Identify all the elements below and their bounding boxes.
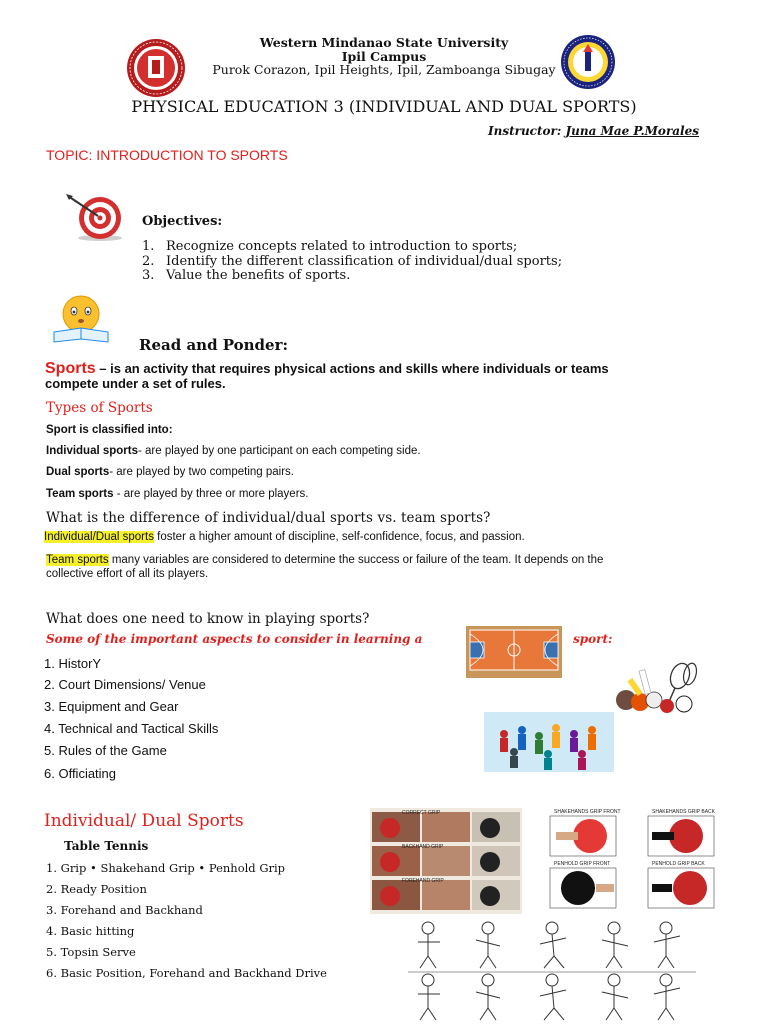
instructor-line xyxy=(488,124,699,138)
instructor-name: Juna Mae P.Morales xyxy=(565,124,699,138)
individual-dual-heading: Individual/ Dual Sports xyxy=(44,811,244,831)
sports-equipment-image xyxy=(612,660,698,716)
aspect-item: 5. Rules of the Game xyxy=(44,743,167,758)
campus-address: Purok Corazon, Ipil Heights, Ipil, Zamboanga Sibugay xyxy=(212,62,556,77)
sports-definition: Sports – is an activity that requires physical actions and skills where individuals or teams compete under a set of rules. xyxy=(45,360,609,391)
individual-sports-line: Individual sports- are played by one participant on each competing side. xyxy=(46,445,421,457)
dual-sports-line: Dual sports- are played by two competing pairs. xyxy=(46,466,294,478)
need-to-know-question: What does one need to know in playing sports? xyxy=(46,611,370,627)
athletes-collage-image xyxy=(484,712,614,772)
aspects-suffix: sport: xyxy=(573,632,613,646)
individual-dual-difference: Individual/Dual sports foster a higher amount of discipline, self-confidence, focus, and passion. xyxy=(44,531,525,543)
penhold-front-label: PENHOLD GRIP FRONT xyxy=(554,861,611,867)
aspect-item: 2. Court Dimensions/ Venue xyxy=(44,677,206,692)
shakehand-back-label: SHAKEHANDS GRIP BACK xyxy=(652,809,715,815)
correct-grip-label: CORRECT GRIP xyxy=(402,810,441,816)
sports-term: Sports xyxy=(45,360,96,377)
aspect-item: 6. Officiating xyxy=(44,766,117,781)
skill-item: 4. Basic hitting xyxy=(46,924,135,938)
objective-item: 1. Recognize concepts related to introduction to sports; xyxy=(142,239,518,254)
shakehand-front-label: SHAKEHANDS GRIP FRONT xyxy=(554,809,621,815)
types-heading: Types of Sports xyxy=(46,400,153,416)
team-difference: Team sports many variables are considered to determine the success or failure of the team. It depends on the collective effort of all its players. xyxy=(46,554,604,580)
classified-line: Sport is classified into: xyxy=(46,424,173,436)
objective-item: 3. Value the benefits of sports. xyxy=(142,268,351,283)
instructor-label: Instructor: xyxy=(488,124,562,138)
skill-item: 3. Forehand and Backhand xyxy=(46,903,203,917)
grip-photos-image xyxy=(370,808,522,914)
campus-name: Ipil Campus xyxy=(341,49,427,64)
course-title: PHYSICAL EDUCATION 3 (INDIVIDUAL AND DUAL SPORTS) xyxy=(131,97,637,116)
skill-item: 6. Basic Position, Forehand and Backhand Drive xyxy=(46,966,327,980)
target-icon xyxy=(64,192,126,242)
aspects-prefix: Some of the important aspects to consider in learning a xyxy=(46,632,423,646)
forehand-grip-label: FOREHAND GRIP xyxy=(402,878,444,884)
objectives-list xyxy=(142,240,642,284)
objectives-heading: Objectives: xyxy=(142,214,223,229)
aspect-item: 4. Technical and Tactical Skills xyxy=(44,721,219,736)
skill-item: 2. Ready Position xyxy=(46,882,147,896)
topic-heading: TOPIC: INTRODUCTION TO SPORTS xyxy=(46,147,288,163)
table-tennis-heading: Table Tennis xyxy=(64,839,149,853)
penhold-back-label: PENHOLD GRIP BACK xyxy=(652,861,705,867)
university-name: Western Mindanao State University xyxy=(259,35,509,50)
reading-emoji-icon xyxy=(48,292,114,348)
skill-item: 5. Topsin Serve xyxy=(46,945,136,959)
stroke-phase-sketches-image xyxy=(404,916,700,1022)
objective-item: 2. Identify the different classification of individual/dual sports; xyxy=(142,253,563,269)
backhand-grip-label: BACKHAND GRIP xyxy=(402,844,444,850)
read-and-ponder-heading: Read and Ponder: xyxy=(139,336,289,354)
team-sports-line: Team sports - are played by three or more players. xyxy=(46,488,309,500)
skill-item: 1. Grip • Shakehand Grip • Penhold Grip xyxy=(46,861,286,875)
grip-diagrams-image xyxy=(548,808,720,914)
aspect-item: 3. Equipment and Gear xyxy=(44,699,179,714)
difference-question: What is the difference of individual/dual sports vs. team sports? xyxy=(46,510,491,526)
aspect-item: 1. HistorY xyxy=(44,656,102,671)
basketball-court-image xyxy=(466,626,562,678)
